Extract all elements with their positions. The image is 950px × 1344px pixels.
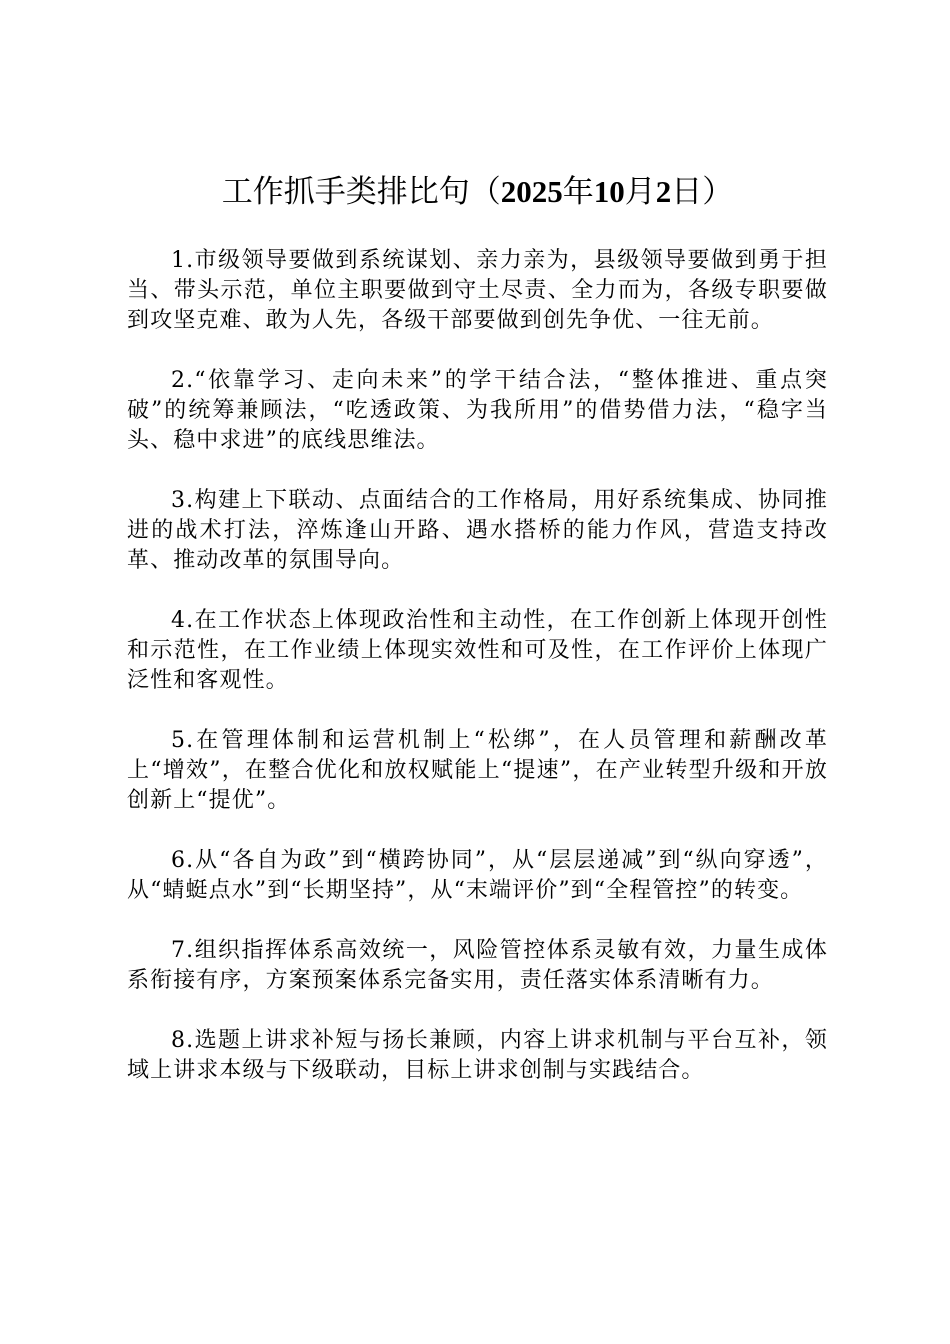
title-year: 2025	[500, 174, 563, 209]
title-year-char: 年	[562, 174, 594, 210]
paragraph-8: 8.选题上讲求补短与扬长兼顾，内容上讲求机制与平台互补，领域上讲求本级与下级联动，目标上讲求创制与实践结合。	[127, 1028, 828, 1083]
paragraph-5: 5.在管理体制和运营机制上“松绑”，在人员管理和薪酬改革上“增效”，在整合优化和放权赋能上“提速”，在产业转型升级和开放创新上“提优”。	[127, 728, 828, 813]
paragraph-1: 1.市级领导要做到系统谋划、亲力亲为，县级领导要做到勇于担当、带头示范，单位主职要做到守土尽责、全力而为，各级专职要做到攻坚克难、敢为人先，各级干部要做到创先争优、一往无前。	[127, 248, 828, 333]
title-suffix: 日）	[671, 174, 734, 210]
paragraph-4: 4.在工作状态上体现政治性和主动性，在工作创新上体现开创性和示范性，在工作业绩上体现实效性和可及性，在工作评价上体现广泛性和客观性。	[127, 608, 828, 693]
document-title	[127, 170, 828, 214]
title-month: 10	[593, 174, 625, 209]
paragraph-list	[127, 246, 828, 1086]
paragraph-7: 7.组织指挥体系高效统一，风险管控体系灵敏有效，力量生成体系衔接有序，方案预案体系完备实用，责任落实体系清晰有力。	[127, 938, 828, 993]
paragraph-2: 2.“依靠学习、走向未来”的学干结合法，“整体推进、重点突破”的统筹兼顾法，“吃透政策、为我所用”的借势借力法，“稳字当头、稳中求进”的底线思维法。	[127, 368, 828, 453]
title-day: 2	[655, 174, 672, 209]
paragraph-3: 3.构建上下联动、点面结合的工作格局，用好系统集成、协同推进的战术打法，淬炼逢山开路、遇水搭桥的能力作风，营造支持改革、推动改革的氛围导向。	[127, 488, 828, 573]
title-month-char: 月	[624, 174, 656, 210]
title-prefix: 工作抓手类排比句（	[221, 174, 501, 210]
paragraph-6: 6.从“各自为政”到“横跨协同”，从“层层递减”到“纵向穿透”，从“蜻蜓点水”到“长期坚持”，从“末端评价”到“全程管控”的转变。	[127, 848, 828, 903]
